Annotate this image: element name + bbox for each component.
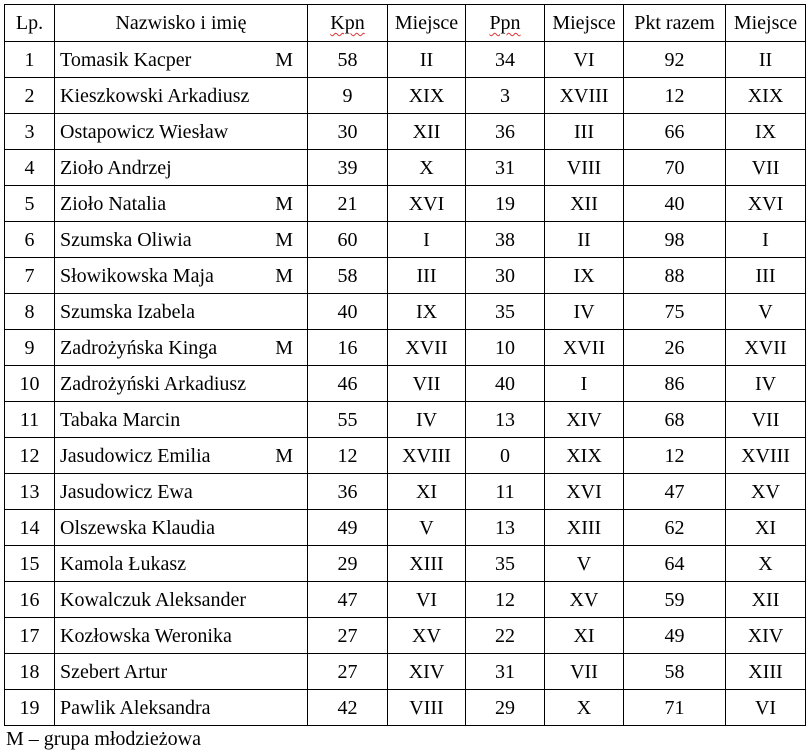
- cell-ppn: 36: [466, 114, 545, 150]
- cell-name: [55, 582, 308, 618]
- table-row: [5, 546, 806, 582]
- cell-lp: 9: [5, 330, 55, 366]
- cell-name: [55, 474, 308, 510]
- participant-name: Tomasik Kacper: [60, 48, 192, 71]
- cell-kpn: 12: [308, 438, 388, 474]
- table-row: [5, 654, 806, 690]
- cell-lp: 8: [5, 294, 55, 330]
- cell-lp: 5: [5, 186, 55, 222]
- table-row: [5, 150, 806, 186]
- cell-ppn: 29: [466, 690, 545, 726]
- cell-name: [55, 258, 308, 294]
- cell-kpn: 27: [308, 618, 388, 654]
- cell-total: 62: [624, 510, 726, 546]
- cell-name: [55, 330, 308, 366]
- cell-total: 49: [624, 618, 726, 654]
- cell-lp: 1: [5, 42, 55, 78]
- cell-place-kpn: IX: [388, 294, 466, 330]
- table-row: [5, 582, 806, 618]
- cell-place-total: VI: [726, 690, 806, 726]
- header-kpn: [308, 5, 388, 42]
- cell-ppn: 19: [466, 186, 545, 222]
- cell-total: 86: [624, 366, 726, 402]
- name-wrap: [60, 122, 293, 142]
- cell-total: 59: [624, 582, 726, 618]
- name-wrap: [60, 626, 293, 646]
- name-wrap: [60, 698, 293, 718]
- cell-total: 75: [624, 294, 726, 330]
- cell-name: [55, 294, 308, 330]
- header-row: [5, 5, 806, 42]
- cell-place-ppn: XI: [545, 618, 624, 654]
- cell-lp: 7: [5, 258, 55, 294]
- table-row: [5, 402, 806, 438]
- cell-total: 98: [624, 222, 726, 258]
- name-wrap: [60, 590, 293, 610]
- participant-name: Słowikowska Maja: [60, 264, 214, 287]
- participant-name: Tabaka Marcin: [60, 408, 181, 431]
- cell-total: 40: [624, 186, 726, 222]
- header-lp: Lp.: [5, 5, 55, 42]
- cell-lp: 10: [5, 366, 55, 402]
- cell-kpn: 40: [308, 294, 388, 330]
- cell-total: 92: [624, 42, 726, 78]
- participant-name: Szumska Oliwia: [60, 228, 192, 251]
- group-marker: M: [275, 264, 293, 287]
- cell-kpn: 49: [308, 510, 388, 546]
- name-wrap: [60, 194, 293, 214]
- cell-ppn: 22: [466, 618, 545, 654]
- cell-place-ppn: XV: [545, 582, 624, 618]
- cell-place-ppn: XVIII: [545, 78, 624, 114]
- table-row: [5, 78, 806, 114]
- participant-name: Kamola Łukasz: [60, 552, 187, 575]
- cell-place-total: VII: [726, 402, 806, 438]
- name-wrap: [60, 158, 293, 178]
- cell-kpn: 42: [308, 690, 388, 726]
- participant-name: Jasudowicz Ewa: [60, 480, 193, 503]
- cell-name: [55, 690, 308, 726]
- cell-total: 12: [624, 78, 726, 114]
- table-row: [5, 294, 806, 330]
- cell-ppn: 35: [466, 294, 545, 330]
- name-wrap: [60, 374, 293, 394]
- cell-name: [55, 42, 308, 78]
- cell-place-total: I: [726, 222, 806, 258]
- cell-name: [55, 366, 308, 402]
- cell-total: 71: [624, 690, 726, 726]
- cell-place-kpn: X: [388, 150, 466, 186]
- cell-total: 47: [624, 474, 726, 510]
- participant-name: Ostapowicz Wiesław: [60, 120, 229, 143]
- cell-place-ppn: VII: [545, 654, 624, 690]
- cell-ppn: 31: [466, 150, 545, 186]
- cell-place-ppn: XVI: [545, 474, 624, 510]
- cell-place-total: IV: [726, 366, 806, 402]
- cell-lp: 16: [5, 582, 55, 618]
- cell-kpn: 47: [308, 582, 388, 618]
- cell-lp: 2: [5, 78, 55, 114]
- cell-ppn: 13: [466, 510, 545, 546]
- cell-place-kpn: XV: [388, 618, 466, 654]
- cell-ppn: 12: [466, 582, 545, 618]
- name-wrap: [60, 482, 293, 502]
- cell-place-total: XII: [726, 582, 806, 618]
- cell-name: [55, 438, 308, 474]
- cell-place-ppn: X: [545, 690, 624, 726]
- cell-place-ppn: XIV: [545, 402, 624, 438]
- cell-kpn: 9: [308, 78, 388, 114]
- cell-lp: 12: [5, 438, 55, 474]
- group-marker: M: [275, 444, 293, 467]
- participant-name: Kieszkowski Arkadiusz: [60, 84, 250, 107]
- table-row: [5, 474, 806, 510]
- cell-place-total: IX: [726, 114, 806, 150]
- cell-total: 66: [624, 114, 726, 150]
- cell-name: [55, 114, 308, 150]
- cell-ppn: 13: [466, 402, 545, 438]
- cell-place-kpn: XVII: [388, 330, 466, 366]
- cell-place-kpn: V: [388, 510, 466, 546]
- cell-total: 88: [624, 258, 726, 294]
- name-wrap: [60, 266, 293, 286]
- cell-kpn: 58: [308, 258, 388, 294]
- cell-lp: 19: [5, 690, 55, 726]
- cell-place-kpn: VII: [388, 366, 466, 402]
- table-row: [5, 222, 806, 258]
- cell-place-kpn: III: [388, 258, 466, 294]
- participant-name: Zadrożyńska Kinga: [60, 336, 218, 359]
- cell-kpn: 16: [308, 330, 388, 366]
- table-row: [5, 42, 806, 78]
- cell-ppn: 10: [466, 330, 545, 366]
- cell-name: [55, 510, 308, 546]
- cell-place-total: XIV: [726, 618, 806, 654]
- cell-place-ppn: VIII: [545, 150, 624, 186]
- cell-place-kpn: IV: [388, 402, 466, 438]
- participant-name: Szumska Izabela: [60, 300, 195, 323]
- cell-total: 70: [624, 150, 726, 186]
- cell-kpn: 58: [308, 42, 388, 78]
- cell-kpn: 29: [308, 546, 388, 582]
- table-body: [5, 42, 806, 726]
- cell-place-kpn: XII: [388, 114, 466, 150]
- table-row: [5, 510, 806, 546]
- cell-lp: 11: [5, 402, 55, 438]
- cell-lp: 14: [5, 510, 55, 546]
- name-wrap: [60, 86, 293, 106]
- cell-place-ppn: I: [545, 366, 624, 402]
- cell-place-ppn: III: [545, 114, 624, 150]
- cell-place-total: XVII: [726, 330, 806, 366]
- cell-place-kpn: VI: [388, 582, 466, 618]
- cell-name: [55, 78, 308, 114]
- cell-place-total: III: [726, 258, 806, 294]
- cell-lp: 6: [5, 222, 55, 258]
- cell-ppn: 3: [466, 78, 545, 114]
- cell-total: 26: [624, 330, 726, 366]
- name-wrap: [60, 662, 293, 682]
- cell-place-total: VII: [726, 150, 806, 186]
- header-name: Nazwisko i imię: [55, 5, 308, 42]
- cell-name: [55, 150, 308, 186]
- name-wrap: [60, 446, 293, 466]
- name-wrap: [60, 518, 293, 538]
- participant-name: Jasudowicz Emilia: [60, 444, 211, 467]
- cell-ppn: 11: [466, 474, 545, 510]
- cell-kpn: 60: [308, 222, 388, 258]
- cell-place-ppn: IV: [545, 294, 624, 330]
- cell-place-kpn: XIII: [388, 546, 466, 582]
- cell-place-kpn: XVI: [388, 186, 466, 222]
- participant-name: Zadrożyński Arkadiusz: [60, 372, 247, 395]
- cell-kpn: 30: [308, 114, 388, 150]
- participant-name: Kozłowska Weronika: [60, 624, 232, 647]
- participant-name: Olszewska Klaudia: [60, 516, 215, 539]
- cell-place-kpn: XIV: [388, 654, 466, 690]
- cell-lp: 18: [5, 654, 55, 690]
- header-kpn-label: Kpn: [330, 12, 365, 34]
- cell-ppn: 35: [466, 546, 545, 582]
- cell-place-kpn: I: [388, 222, 466, 258]
- cell-name: [55, 222, 308, 258]
- table-row: [5, 618, 806, 654]
- cell-total: 64: [624, 546, 726, 582]
- name-wrap: [60, 554, 293, 574]
- cell-name: [55, 402, 308, 438]
- cell-lp: 4: [5, 150, 55, 186]
- cell-name: [55, 546, 308, 582]
- header-place-total: Miejsce: [726, 5, 806, 42]
- header-place-kpn: Miejsce: [388, 5, 466, 42]
- group-marker: M: [275, 228, 293, 251]
- cell-place-total: XIII: [726, 654, 806, 690]
- header-ppn-label: Ppn: [489, 12, 521, 34]
- name-wrap: [60, 50, 293, 70]
- cell-kpn: 39: [308, 150, 388, 186]
- header-ppn: [466, 5, 545, 42]
- cell-kpn: 55: [308, 402, 388, 438]
- group-marker: M: [275, 192, 293, 215]
- cell-ppn: 31: [466, 654, 545, 690]
- cell-place-ppn: V: [545, 546, 624, 582]
- cell-place-ppn: IX: [545, 258, 624, 294]
- cell-place-ppn: XIX: [545, 438, 624, 474]
- cell-name: [55, 654, 308, 690]
- cell-total: 58: [624, 654, 726, 690]
- cell-place-ppn: XIII: [545, 510, 624, 546]
- table-row: [5, 114, 806, 150]
- cell-place-kpn: VIII: [388, 690, 466, 726]
- cell-place-total: V: [726, 294, 806, 330]
- cell-ppn: 34: [466, 42, 545, 78]
- cell-lp: 3: [5, 114, 55, 150]
- participant-name: Kowalczuk Aleksander: [60, 588, 247, 611]
- cell-kpn: 46: [308, 366, 388, 402]
- name-wrap: [60, 410, 293, 430]
- table-row: [5, 438, 806, 474]
- table-row: [5, 690, 806, 726]
- footnote: M – grupa młodzieżowa: [6, 728, 201, 750]
- cell-place-ppn: XII: [545, 186, 624, 222]
- table-row: [5, 330, 806, 366]
- group-marker: M: [275, 48, 293, 71]
- cell-ppn: 40: [466, 366, 545, 402]
- cell-kpn: 21: [308, 186, 388, 222]
- header-total: Pkt razem: [624, 5, 726, 42]
- cell-place-kpn: XVIII: [388, 438, 466, 474]
- table-row: [5, 258, 806, 294]
- cell-kpn: 27: [308, 654, 388, 690]
- name-wrap: [60, 302, 293, 322]
- cell-name: [55, 618, 308, 654]
- cell-place-kpn: XI: [388, 474, 466, 510]
- cell-place-kpn: II: [388, 42, 466, 78]
- cell-total: 12: [624, 438, 726, 474]
- cell-kpn: 36: [308, 474, 388, 510]
- cell-name: [55, 186, 308, 222]
- cell-place-total: XIX: [726, 78, 806, 114]
- name-wrap: [60, 338, 293, 358]
- cell-place-ppn: II: [545, 222, 624, 258]
- cell-place-ppn: VI: [545, 42, 624, 78]
- cell-place-total: XV: [726, 474, 806, 510]
- participant-name: Pawlik Aleksandra: [60, 696, 211, 719]
- cell-place-ppn: XVII: [545, 330, 624, 366]
- participant-name: Szebert Artur: [60, 660, 168, 683]
- participant-name: Zioło Andrzej: [60, 156, 172, 179]
- cell-place-total: XI: [726, 510, 806, 546]
- cell-lp: 15: [5, 546, 55, 582]
- group-marker: M: [275, 336, 293, 359]
- cell-place-total: XVIII: [726, 438, 806, 474]
- cell-place-kpn: XIX: [388, 78, 466, 114]
- table-row: [5, 366, 806, 402]
- results-table: [4, 4, 806, 726]
- cell-total: 68: [624, 402, 726, 438]
- cell-ppn: 38: [466, 222, 545, 258]
- cell-place-total: II: [726, 42, 806, 78]
- participant-name: Zioło Natalia: [60, 192, 167, 215]
- cell-lp: 17: [5, 618, 55, 654]
- cell-place-total: XVI: [726, 186, 806, 222]
- name-wrap: [60, 230, 293, 250]
- cell-lp: 13: [5, 474, 55, 510]
- table-header: [5, 5, 806, 42]
- header-place-ppn: Miejsce: [545, 5, 624, 42]
- cell-ppn: 30: [466, 258, 545, 294]
- cell-ppn: 0: [466, 438, 545, 474]
- table-row: [5, 186, 806, 222]
- cell-place-total: X: [726, 546, 806, 582]
